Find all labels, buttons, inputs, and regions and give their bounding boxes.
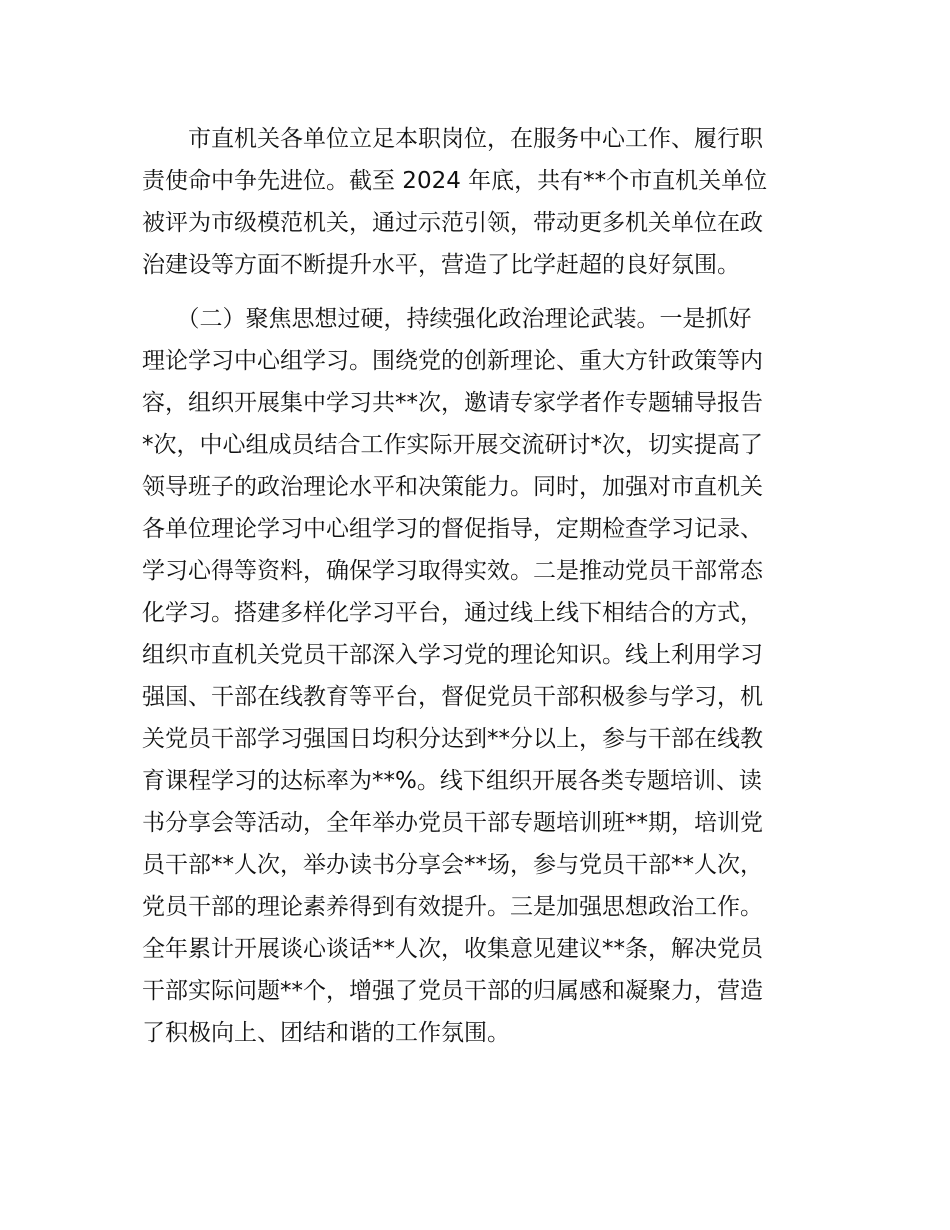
text-line: 学习心得等资料，确保学习取得实效。二是推动党员干部常态 [142, 558, 763, 584]
text-line: 被评为市级模范机关，通过示范引领，带动更多机关单位在政 [142, 210, 763, 236]
text-line: 员干部**人次，举办读书分享会**场，参与党员干部**人次， [142, 852, 763, 878]
text-line: 干部实际问题**个，增强了党员干部的归属感和凝聚力，营造 [142, 978, 763, 1004]
document-body [142, 118, 822, 1054]
text-line: 各单位理论学习中心组学习的督促指导，定期检查学习记录、 [142, 516, 763, 542]
text-line: 党员干部的理论素养得到有效提升。三是加强思想政治工作。 [142, 894, 763, 920]
text-line: 关党员干部学习强国日均积分达到**分以上，参与干部在线教 [142, 726, 763, 752]
text-line: 全年累计开展谈心谈话**人次，收集意见建议**条，解决党员 [142, 936, 763, 962]
text-line: 育课程学习的达标率为**%。线下组织开展各类专题培训、读 [142, 768, 762, 794]
paragraph-2 [142, 298, 822, 1054]
text-line: 化学习。搭建多样化学习平台，通过线上线下相结合的方式， [142, 600, 763, 626]
text-line: 责使命中争先进位。截至 2024 年底，共有**个市直机关单位 [142, 168, 768, 194]
text-line: 组织市直机关党员干部深入学习党的理论知识。线上利用学习 [142, 642, 763, 668]
text-line: *次，中心组成员结合工作实际开展交流研讨*次，切实提高了 [142, 432, 763, 458]
text-line: 书分享会等活动，全年举办党员干部专题培训班**期，培训党 [142, 810, 763, 836]
text-line: 领导班子的政治理论水平和决策能力。同时，加强对市直机关 [142, 474, 763, 500]
text-line: 市直机关各单位立足本职岗位，在服务中心工作、履行职 [142, 126, 763, 152]
text-line: （二）聚焦思想过硬，持续强化政治理论武装。一是抓好 [142, 306, 752, 332]
text-line: 强国、干部在线教育等平台，督促党员干部积极参与学习，机 [142, 684, 763, 710]
paragraph-1 [142, 118, 822, 286]
text-line: 理论学习中心组学习。围绕党的创新理论、重大方针政策等内 [142, 348, 763, 374]
text-line: 治建设等方面不断提升水平，营造了比学赶超的良好氛围。 [142, 252, 740, 278]
text-line: 了积极向上、团结和谐的工作氛围。 [142, 1020, 510, 1046]
text-line: 容，组织开展集中学习共**次，邀请专家学者作专题辅导报告 [142, 390, 763, 416]
